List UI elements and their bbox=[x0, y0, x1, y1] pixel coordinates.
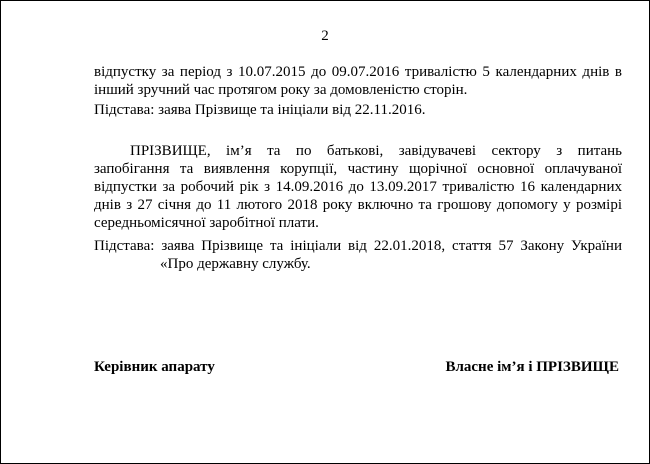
paragraph-line: відпустку за період з 10.07.2015 до 09.07.2016 тривалістю 5 календарних днів в bbox=[94, 64, 622, 80]
paragraph-line: інший зручний час протягом року за домовленістю сторін. bbox=[94, 82, 468, 98]
paragraph-leave-order bbox=[94, 142, 622, 232]
page-number: 2 bbox=[321, 28, 329, 44]
paragraph-line: відпустки за робочий рік з 14.09.2016 до 13.09.2017 тривалістю 16 календарних bbox=[94, 179, 622, 195]
paragraph-line: запобігання та виявлення корупції, частину щорічної основної оплачуваної bbox=[94, 161, 622, 177]
basis-line: Підстава: заява Прізвище та ініціали від 22.11.2016. bbox=[94, 102, 426, 118]
basis-line: Підстава: заява Прізвище та ініціали від 22.01.2018, стаття 57 Закону України bbox=[94, 238, 622, 254]
signatory-position: Керівник апарату bbox=[94, 359, 215, 375]
basis-line: «Про державну службу. bbox=[160, 256, 311, 272]
paragraph-leave-continuation bbox=[94, 63, 622, 99]
basis-statement-1 bbox=[94, 101, 622, 119]
signatory-name: Власне ім’я і ПРІЗВИЩЕ bbox=[445, 359, 619, 375]
paragraph-line: днів з 27 січня до 11 лютого 2018 року включно та грошову допомогу у розмірі bbox=[94, 197, 622, 213]
basis-statement-2 bbox=[94, 237, 622, 273]
paragraph-line: середньомісячної заробітної плати. bbox=[94, 215, 319, 231]
paragraph-line: ПРІЗВИЩЕ, ім’я та по батькові, завідувачеві сектору з питань bbox=[130, 143, 622, 159]
